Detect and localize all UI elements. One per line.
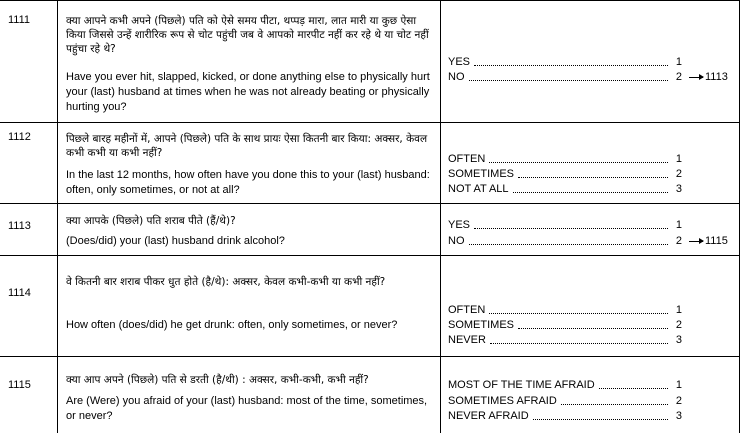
question-text-hindi: क्या आप अपने (पिछले) पति से डरती (है/थी) : अक्सर, कभी-कभी, कभी नहीं? — [66, 374, 369, 386]
answer-option-no[interactable]: NO 2 — [448, 235, 682, 247]
question-text-english: In the last 12 months, how often have you done this to your (last) husband: often, only sometimes, or not at all? — [66, 169, 430, 196]
question-text-english: (Does/did) your (last) husband drink alcohol? — [66, 235, 285, 247]
question-number: 1113 — [8, 220, 31, 232]
arrow-right-icon — [689, 77, 703, 78]
answer-option-yes[interactable]: YES 1 — [448, 56, 682, 68]
answer-option-no[interactable]: NO 2 — [448, 71, 682, 83]
answer-option-not-at-all[interactable]: NOT AT ALL 3 — [448, 183, 682, 195]
answer-option-often[interactable]: OFTEN 1 — [448, 304, 682, 316]
answer-option-often[interactable]: OFTEN 1 — [448, 153, 682, 165]
answer-option-yes[interactable]: YES 1 — [448, 219, 682, 231]
skip-instruction: 1113 — [689, 70, 728, 85]
question-text-hindi: पिछले बारह महीनों में, आपने (पिछले) पति के साथ प्रायः ऐसा कितनी बार किया: अक्सर, केवल कभी कभी या कभी नहीं? — [66, 133, 428, 159]
question-number: 1114 — [8, 287, 31, 299]
question-text-english: Have you ever hit, slapped, kicked, or done anything else to physically hurt your (last) husband at times when he was not already beating or physically hurting you? — [66, 71, 430, 113]
answer-option-sometimes[interactable]: SOMETIMES 2 — [448, 319, 682, 331]
question-text-english: How often (does/did) he get drunk: often, only sometimes, or never? — [66, 319, 398, 331]
answer-option-sometimes-afraid[interactable]: SOMETIMES AFRAID 2 — [448, 395, 682, 407]
skip-instruction: 1115 — [689, 234, 728, 249]
column-divider — [57, 0, 58, 433]
row-divider — [0, 0, 740, 1]
answer-option-never-afraid[interactable]: NEVER AFRAID 3 — [448, 410, 682, 422]
arrow-right-icon — [689, 241, 703, 242]
row-divider — [0, 122, 740, 123]
column-divider — [440, 0, 441, 433]
question-number: 1115 — [8, 379, 31, 391]
question-text-hindi: क्या आपने कभी अपने (पिछले) पति को ऐसे समय पीटा, थप्पड़ मारा, लात मारी या कुछ ऐसा किया जिससे उन्हें शारीरिक रूप से चोट पहुंची जब वे आपको मारपीट नहीं कर रहे थे या चोट नहीं पहुंचा रहे थे? — [66, 15, 429, 55]
question-text-hindi: क्या आपके (पिछले) पति शराब पीते (हैं/थे)? — [66, 215, 236, 227]
question-text-english: Are (Were) you afraid of your (last) husband: most of the time, sometimes, or never? — [66, 395, 428, 422]
answer-option-never[interactable]: NEVER 3 — [448, 334, 682, 346]
question-number: 1112 — [8, 131, 31, 143]
row-divider — [0, 255, 740, 256]
answer-option-most-of-the-time-afraid[interactable]: MOST OF THE TIME AFRAID 1 — [448, 379, 682, 391]
question-text-hindi: वे कितनी बार शराब पीकर धुत होते (है/थे): अक्सर, केवल कभी-कभी या कभी नहीं? — [66, 276, 386, 288]
question-number: 1111 — [8, 14, 31, 26]
row-divider — [0, 356, 740, 357]
row-divider — [0, 203, 740, 204]
answer-option-sometimes[interactable]: SOMETIMES 2 — [448, 168, 682, 180]
